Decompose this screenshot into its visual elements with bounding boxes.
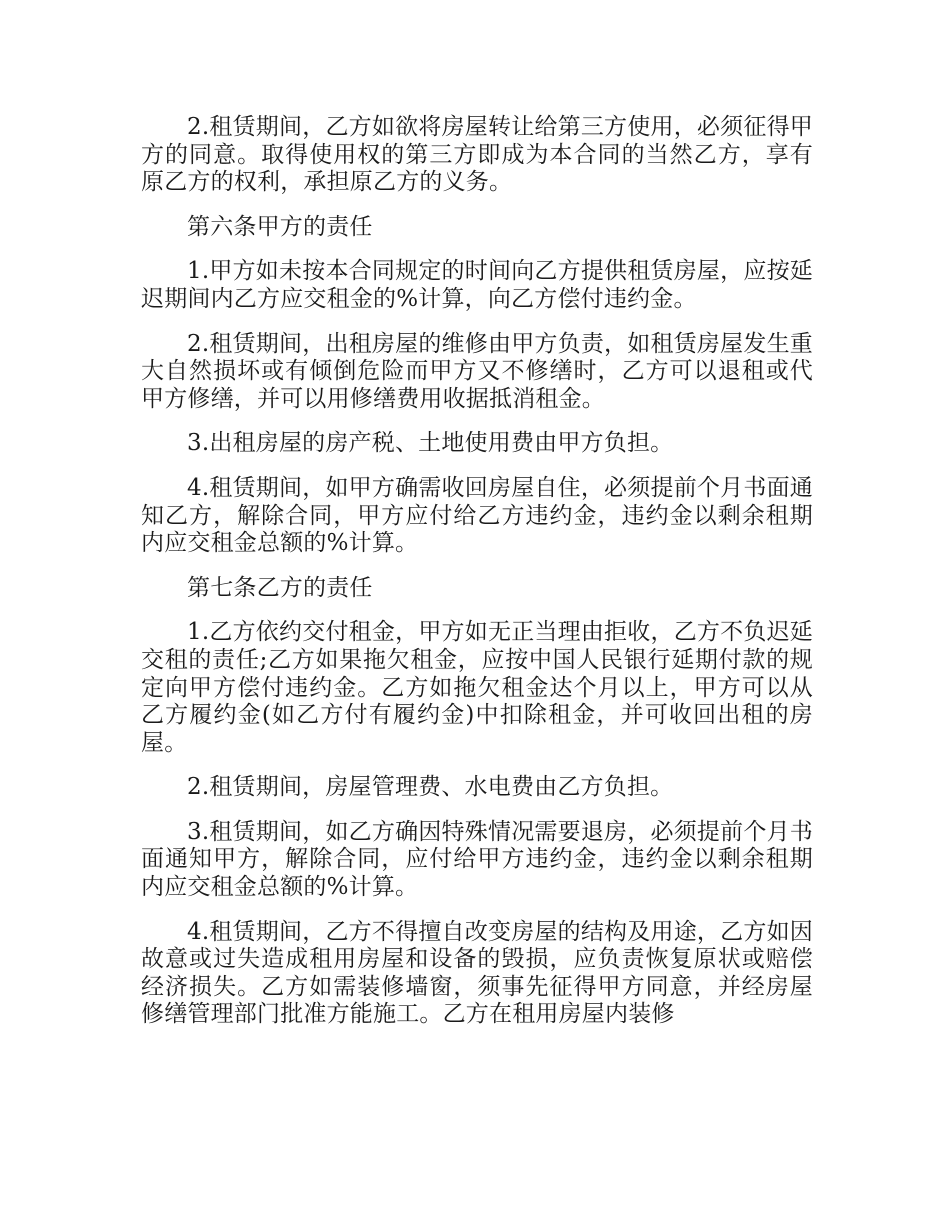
clause-paragraph: 2.租赁期间，出租房屋的维修由甲方负责，如租赁房屋发生重大自然损坏或有倾倒危险而甲方又不修缮时，乙方可以退租或代甲方修缮，并可以用修缮费用收据抵消租金。	[141, 330, 813, 412]
document-body	[141, 114, 813, 1046]
clause-paragraph: 1.甲方如未按本合同规定的时间向乙方提供租赁房屋，应按延迟期间内乙方应交租金的%计算，向乙方偿付违约金。	[141, 258, 813, 312]
article-heading: 第六条甲方的责任	[187, 213, 373, 240]
clause-paragraph: 2.租赁期间，乙方如欲将房屋转让给第三方使用，必须征得甲方的同意。取得使用权的第三方即成为本合同的当然乙方，享有原乙方的权利，承担原乙方的义务。	[141, 114, 813, 196]
clause-paragraph: 3.租赁期间，如乙方确因特殊情况需要退房，必须提前个月书面通知甲方，解除合同，应付给甲方违约金，违约金以剩余租期内应交租金总额的%计算。	[141, 818, 813, 901]
article-heading: 第七条乙方的责任	[187, 574, 373, 601]
clause-paragraph: 2.租赁期间，房屋管理费、水电费由乙方负担。	[187, 774, 674, 801]
clause-paragraph: 3.出租房屋的房产税、土地使用费由甲方负担。	[187, 430, 674, 457]
clause-paragraph: 4.租赁期间，如甲方确需收回房屋自住，必须提前个月书面通知乙方，解除合同，甲方应付给乙方违约金，违约金以剩余租期内应交租金总额的%计算。	[141, 474, 813, 557]
clause-paragraph: 1.乙方依约交付租金，甲方如无正当理由拒收，乙方不负迟延交租的责任;乙方如果拖欠租金，应按中国人民银行延期付款的规定向甲方偿付违约金。乙方如拖欠租金达个月以上，甲方可以从乙方履约金(如乙方付有履约金)中扣除租金，并可收回出租的房屋。	[141, 619, 813, 756]
clause-paragraph: 4.租赁期间，乙方不得擅自改变房屋的结构及用途，乙方如因故意或过失造成租用房屋和设备的毁损，应负责恢复原状或赔偿经济损失。乙方如需装修墙窗，须事先征得甲方同意，并经房屋修缮管理部门批准方能施工。乙方在租用房屋内装修	[141, 918, 813, 1028]
